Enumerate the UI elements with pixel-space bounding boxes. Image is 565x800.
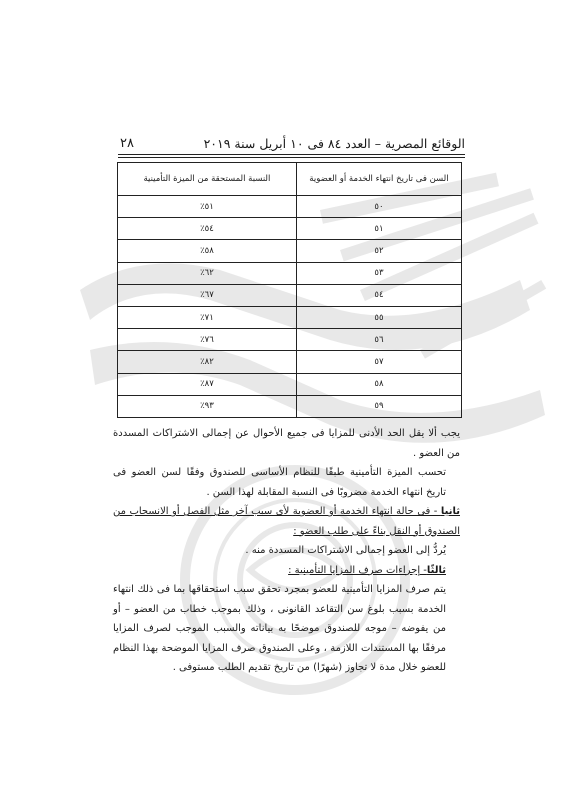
table-row — [118, 351, 462, 373]
paragraph-benefit-calculation: تحسب الميزة التأمينية طبقًا للنظام الأساسى للصندوق وفقًا لسن العضو فى تاريخ انتهاء الخدمة مضروبًا فى النسبة المقابلة لهذا السن . — [113, 467, 446, 498]
paragraph-minimum-benefit: يجب ألا يقل الحد الأدنى للمزايا فى جميع الأحوال عن إجمالى الاشتراكات المسددة من العضو . — [113, 428, 460, 459]
age-cell: ٥١ — [296, 218, 461, 240]
section-two-text: - فى حالة انتهاء الخدمة أو العضوية لأى سبب آخر مثل الفصل أو الانسحاب من الصندوق أو النقل بناءً على طلب العضو : — [113, 506, 460, 537]
age-cell: ٥٨ — [296, 373, 461, 395]
header-rule — [118, 157, 465, 158]
paragraph-disbursement: يتم صرف المزايا التأمينية للعضو بمجرد تحقق سبب استحقاقها بما فى ذلك انتهاء الخدمة بسبب بلوغ سن التقاعد القانونى ، وذلك بموجب خطاب من العضو – أو من يفوضه – موجه للصندوق موضحًا به بياناته والسبب الموجب لصرف المزايا مرفقًا بها المستندات اللازمة ، وعلى الصندوق صرف المزايا الموضحة بهذا النظام للعضو خلال مدة لا تجاوز (شهرًا) من تاريخ تقديم الطلب مستوفى . — [113, 584, 446, 673]
benefits-table — [117, 162, 462, 418]
table-row — [118, 262, 462, 284]
header-rule — [118, 154, 465, 155]
ratio-cell: ٩٣٪ — [118, 395, 297, 417]
age-cell: ٥٧ — [296, 351, 461, 373]
table-row — [118, 306, 462, 328]
table-row — [118, 218, 462, 240]
ratio-cell: ٦٢٪ — [118, 262, 297, 284]
ratio-cell: ٥٤٪ — [118, 218, 297, 240]
ratio-cell: ٦٧٪ — [118, 284, 297, 306]
ratio-cell: ٥٨٪ — [118, 240, 297, 262]
table-row — [118, 196, 462, 218]
age-cell: ٥٩ — [296, 395, 461, 417]
paragraph-refund: يُردُّ إلى العضو إجمالى الاشتراكات المسددة منه . — [245, 545, 446, 556]
table-row — [118, 284, 462, 306]
ratio-cell: ٧١٪ — [118, 306, 297, 328]
ratio-cell: ٨٧٪ — [118, 373, 297, 395]
column-header-ratio: النسبة المستحقة من الميزة التأمينية — [118, 163, 297, 196]
section-two-label: ثانيا — [440, 506, 460, 517]
age-cell: ٥٦ — [296, 329, 461, 351]
section-three-text: - إجراءات صرف المزايا التأمينية : — [288, 564, 427, 576]
header-title: الوقائع المصرية – العدد ٨٤ فى ١٠ أبريل سنة ٢٠١٩ — [203, 135, 465, 151]
table-row — [118, 373, 462, 395]
table-header-row — [118, 163, 462, 196]
ratio-cell: ٥١٪ — [118, 196, 297, 218]
column-header-age: السن فى تاريخ انتهاء الخدمة أو العضوية — [296, 163, 461, 196]
paragraph-section-two — [113, 502, 460, 541]
table-row — [118, 329, 462, 351]
page-header — [120, 133, 465, 153]
age-cell: ٥٣ — [296, 262, 461, 284]
page-number: ٢٨ — [120, 135, 134, 151]
table-row — [118, 395, 462, 417]
age-cell: ٥٥ — [296, 306, 461, 328]
ratio-cell: ٨٢٪ — [118, 351, 297, 373]
body-text — [113, 424, 460, 678]
table-row — [118, 240, 462, 262]
ratio-cell: ٧٦٪ — [118, 329, 297, 351]
age-cell: ٥٤ — [296, 284, 461, 306]
age-cell: ٥٢ — [296, 240, 461, 262]
section-three-label: ثالثًا — [426, 564, 446, 576]
paragraph-section-three — [113, 561, 460, 581]
age-cell: ٥٠ — [296, 196, 461, 218]
